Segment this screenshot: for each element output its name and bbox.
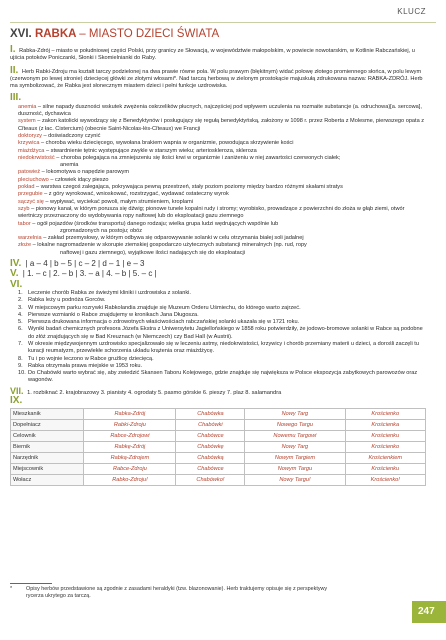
list-item-number: 7. xyxy=(18,340,23,347)
list-item-text: Wyniki badań chemicznych profesora Józefa Ekstra z Uniwersytetu Jagiellońskiego w 1858 roku potwierdziły, że jodowo-bromowe solanki w Rabce są podobne do złóż znajdujących się w Bad Kreuznach (w Niemczech) czy Bad Hall (w Austrii). xyxy=(28,326,423,340)
table-row xyxy=(11,453,426,464)
glossary-definition: – z góry wyrokować, wnioskować, rozstrzygać, wydawać ostateczny wyrok xyxy=(42,191,229,198)
list-item-text: Tu i po wojnie leczono w Rabce gruźlicę dziecięcą. xyxy=(28,355,154,362)
glossary-definition: – choroba wieku dziecięcego, wywołana brakiem wapnia w organizmie, powodująca skrzywienie kości xyxy=(39,140,294,147)
case-name-cell: Wołacz xyxy=(11,475,84,486)
list-item-number: 10. xyxy=(18,370,26,377)
declension-cell: Nowemu Targowi xyxy=(245,431,345,442)
declension-cell: Chabówce xyxy=(176,431,245,442)
glossary-term: patowieź xyxy=(18,169,41,176)
glossary-definition-continued: naftowej i gazu ziemnego), wyjątkowe ilości nadających się do eksploatacji xyxy=(60,249,246,256)
section-ix-label: IX. xyxy=(10,395,23,407)
section-iii-label: III. xyxy=(10,92,22,104)
section-vi xyxy=(10,278,426,385)
section-v-label: V. xyxy=(10,268,19,280)
case-name-cell: Narzędnik xyxy=(11,453,84,464)
list-item xyxy=(18,341,426,356)
case-name-cell: Dopełniacz xyxy=(11,420,84,431)
glossary-entry xyxy=(18,177,426,184)
section-iv-label: IV. xyxy=(10,258,22,270)
declension-cell: Chabówki xyxy=(176,420,245,431)
list-item-number: 3. xyxy=(18,304,23,311)
glossary-term: pokład xyxy=(18,184,35,191)
glossary-definition: – silne napady duszności wskutek zwężenia oskrzelików płucnych, najczęściej pod wpływem uczulenia na rozmaite substancje (a. odruchowa)[a. sercowa], duszność, dychawica xyxy=(18,103,422,118)
glossary-definition-continued: zgromadzonych na postoju; obóz xyxy=(60,227,143,234)
case-name-cell: Mieszkanik xyxy=(11,409,84,420)
declension-cell: Chabówka xyxy=(176,409,245,420)
chapter-title xyxy=(10,28,219,40)
header-label: KLUCZ xyxy=(397,7,426,16)
declension-cell: Chabówkę xyxy=(176,442,245,453)
declension-cell: Nowy Targ xyxy=(245,442,345,453)
glossary-term: krzywica xyxy=(18,140,40,147)
glossary-definition: – człowiek idący pieszo xyxy=(48,176,109,183)
declension-cell: Rabce-Zdrojowi xyxy=(84,431,176,442)
list-item-number: 4. xyxy=(18,311,23,318)
declension-cell: Nowym Targiem xyxy=(245,453,345,464)
list-item xyxy=(18,305,426,312)
list-item-number: 1. xyxy=(18,289,23,296)
case-name-cell: Biernik xyxy=(11,442,84,453)
section-iv-text: | a – 4 | b – 5 | c – 2 | d – 1 | e – 3 xyxy=(25,259,145,269)
list-item-text: W miejscowym parku rozrywki Rabkolandia znajduje się Muzeum Orderu Uśmiechu, do którego warto zajrzeć. xyxy=(28,304,301,311)
declension-cell: Krościenko xyxy=(345,409,426,420)
list-item-text: Leczenie chorób Rabka ze świeżymi kliniki i uzdrowiska z solanki. xyxy=(28,289,191,296)
header-divider xyxy=(10,22,436,23)
section-vii xyxy=(10,385,426,397)
glossary-entry xyxy=(18,242,426,249)
declension-cell: Rabką-Zdrojem xyxy=(84,453,176,464)
list-item-text: Rabka leży u podnóża Gorców. xyxy=(28,297,106,304)
declension-table xyxy=(10,408,426,486)
declension-cell: Chabówko! xyxy=(176,475,245,486)
glossary-term: miażdżyca xyxy=(18,147,45,154)
glossary-list xyxy=(18,104,426,257)
case-name-cell: Miejscownik xyxy=(11,464,84,475)
table-row xyxy=(11,420,426,431)
glossary-term: doktoryzy xyxy=(18,132,42,139)
glossary-entry xyxy=(18,118,426,133)
declension-cell: Krościenkiem xyxy=(345,453,426,464)
section-iii xyxy=(10,94,426,257)
glossary-entry xyxy=(18,184,426,191)
declension-cell: Krościenku xyxy=(345,464,426,475)
section-i-text: Rabka-Zdrój – miasto w południowej części Polski, przy granicy ze Słowacją, w województwie małopolskim, w powiecie nowotarskim, w Kotlinie Rabczańskiej, u ujścia potoków Poniczanki, Słonki i Skomielnianki do Raby. xyxy=(10,48,415,62)
declension-cell: Krościenko! xyxy=(345,475,426,486)
glossary-definition-continued: anemia xyxy=(60,162,79,169)
declension-cell: Nowy Targu! xyxy=(245,475,345,486)
section-ii-label: II. xyxy=(10,64,19,76)
declension-cell: Krościenka xyxy=(345,420,426,431)
glossary-entry xyxy=(18,133,426,140)
declension-cell: Rabki-Zdroju xyxy=(84,420,176,431)
glossary-term: szyb xyxy=(18,205,30,212)
declension-cell: Rabce-Zdroju xyxy=(84,464,176,475)
list-item-text: W okresie międzywojennym uzdrowisko specjalizowało się w leczeniu astmy, niedokrwistości, krzywicy i chorób przemiany materii u dzieci, a dorośli zaczęli tu kuracji reumatyzm, przewlekłe schorzenia układu krążenia oraz miażdżycę. xyxy=(28,340,419,355)
list-item-text: Do Chabówki warto wybrać się, aby zwiedzić Skansen Taboru Kolejowego, gdzie znajduje się największa w Polsce ekspozycja zabytkowych parowozów oraz wagonów. xyxy=(28,370,418,384)
list-item xyxy=(18,319,426,326)
glossary-term: niedokrwistość xyxy=(18,154,55,161)
glossary-definition: – pionowy kanał, w którym porusza się dźwig; pionowe tunele kopalni rudy i stromy; wyrobisko, prowadzące z powierzchni do złoża w głąb ziemi, otwór wiertniczy przeznaczony do wydobywania ropy naftowej lub do eksploatacji gazu ziemnego xyxy=(18,205,405,220)
section-ii-text: Herb Rabki-Zdroju ma kształt tarczy podzielonej na dwa prawie równe pola. W polu prawym (błękitnym) widać połowę złotego promiennego słońca, w polu lewym (czerwonym po lewej stronie) dziecięcej główki ze złotymi włosami*. Nad tarczą herbową w zielonym prostokącie majuskułą zdrukowana nazwa: RABKA-ZDRÓJ. Herb ma symbolizować, że Rabka jest słonecznym miastem dzieci i pełni funkcje uzdrowiska. xyxy=(10,68,423,90)
declension-cell: Nowym Targu xyxy=(245,464,345,475)
table-row xyxy=(11,475,426,486)
section-i-label: I. xyxy=(10,44,16,55)
list-item xyxy=(18,363,426,370)
glossary-term: tabor xyxy=(18,220,31,227)
section-v xyxy=(10,268,426,280)
glossary-entry xyxy=(18,169,426,176)
list-item xyxy=(18,290,426,297)
table-row xyxy=(11,442,426,453)
glossary-entry xyxy=(18,235,426,242)
declension-cell: Nowego Targu xyxy=(245,420,345,431)
footnote-divider xyxy=(10,583,52,584)
glossary-term: system xyxy=(18,118,36,125)
section-ix xyxy=(10,397,426,486)
declension-cell: Chabówką xyxy=(176,453,245,464)
declension-cell: Krościenko xyxy=(345,442,426,453)
chapter-title-highlight: RABKA xyxy=(34,28,77,40)
list-item xyxy=(18,297,426,304)
section-ii xyxy=(10,64,426,91)
section-vi-list xyxy=(18,290,426,385)
glossary-term: złoże xyxy=(18,242,32,249)
section-vii-text: 1. rozbiknać 2. krajobrazowy 3. pianisty 4. ogrodaty 5. pasmo górskie 6. pieszy 7. plaz 8. salamandra xyxy=(27,389,282,396)
glossary-term: warzelnia xyxy=(18,235,42,242)
declension-cell: Rabka-Zdrój xyxy=(84,409,176,420)
glossary-definition: – zakon katolicki wywodzący się z Benedyktynów i posługujący się regułą benedyktyńską, założony w 1098 r. przez Roberta z Molesme, pierwszego opata z Cîteaux (z łac. Cistercium) (obecnie Saint-Nicolas-lès-Cîteaux) we Francji xyxy=(18,118,425,132)
footnote xyxy=(10,586,340,600)
list-item-number: 9. xyxy=(18,362,23,369)
list-item-number: 2. xyxy=(18,297,23,304)
answer-key-content xyxy=(10,46,426,486)
glossary-definition: – choroba polegająca na zmniejszeniu się ilości krwi w organizmie i zaniżeniu w niej zawartości czerwonych ciałek; xyxy=(54,154,341,161)
page-number: 247 xyxy=(412,601,446,623)
declension-cell: Rabkę-Zdrój xyxy=(84,442,176,453)
glossary-entry xyxy=(18,206,426,221)
glossary-definition: – lokalne nagromadzenie w skorupie ziemskiej gospodarczo użytecznych substancji mineralnych (np. rud, ropy xyxy=(31,242,307,249)
list-item-text: Rabka otrzymała prawa miejskie w 1953 roku. xyxy=(28,362,143,369)
list-item xyxy=(18,370,426,385)
glossary-definition: – warstwa czegoś zalegająca, pokrywająca pewną przestrzeń, stały poziom poziomy między bardzo różnymi skałami stratys xyxy=(34,184,343,191)
glossary-definition: – zakład przemysłowy, w którym odbywa się odparowywanie solanki w celu otrzymania białej soli jadalnej xyxy=(41,235,304,242)
list-item xyxy=(18,356,426,363)
declension-cell: Chabówce xyxy=(176,464,245,475)
glossary-entry xyxy=(18,140,426,147)
declension-cell: Krościenku xyxy=(345,431,426,442)
glossary-definition: – lokomotywa o napędzie parowym xyxy=(40,169,130,176)
glossary-entry xyxy=(18,221,426,228)
list-item-number: 6. xyxy=(18,326,23,333)
glossary-term: anemia xyxy=(18,103,37,110)
declension-cell: Rabko-Zdroju! xyxy=(84,475,176,486)
glossary-term: sączyć się xyxy=(18,198,44,205)
glossary-definition: – stwardnienie tętnic występujące zwykle w starszym wieku; arterioskleroza, skleroza xyxy=(44,147,257,154)
glossary-term: przegubie xyxy=(18,191,43,198)
case-name-cell: Celownik xyxy=(11,431,84,442)
section-i xyxy=(10,46,426,63)
footnote-text: Opisy herbów przedstawione są zgodnie z zasadami heraldyki (tzw. blazonowanie). Herb traktujemy opisuje się z perspektywy rycerza ukrytego za tarczą. xyxy=(26,586,328,599)
glossary-term: pleciuchowo xyxy=(18,176,49,183)
glossary-entry xyxy=(18,148,426,155)
list-item xyxy=(18,326,426,341)
section-vi-label: VI. xyxy=(10,278,23,290)
list-item-text: Pierwsza drukowana informacja o zdrowotnych właściwościach rabczańskiej solanki ukazała się w 1721 roku. xyxy=(28,319,300,326)
declension-cell: Nowy Targ xyxy=(245,409,345,420)
section-vii-label: VII. xyxy=(10,385,24,396)
glossary-definition: – ogół pojazdów (środków transportu) danego rodzaju; wielka grupa ludzi wędrujących wspólnie lub xyxy=(30,220,279,227)
table-row xyxy=(11,431,426,442)
glossary-definition: – doświadczony czynić xyxy=(41,132,101,139)
list-item-text: Pierwsze wzmianki o Rabce znajdujemy w kronikach Jana Długosza. xyxy=(28,311,199,318)
table-row xyxy=(11,409,426,420)
list-item-number: 8. xyxy=(18,355,23,362)
table-row xyxy=(11,464,426,475)
glossary-entry xyxy=(18,155,426,162)
list-item xyxy=(18,312,426,319)
list-item-number: 5. xyxy=(18,319,23,326)
section-v-text: | 1. – c | 2. – b | 3. – a | 4. – b | 5. – c | xyxy=(22,269,157,279)
glossary-entry xyxy=(18,191,426,198)
glossary-entry xyxy=(18,104,426,119)
footnote-marker: * xyxy=(10,586,13,592)
glossary-entry xyxy=(18,199,426,206)
chapter-number: XVI. xyxy=(10,28,32,40)
glossary-definition: – wypływać, wyciekać powoli, małym strumieniem, kroplami xyxy=(43,198,194,205)
section-iv xyxy=(10,258,426,270)
chapter-title-rest: – MIASTO DZIECI ŚWIATA xyxy=(79,28,220,40)
